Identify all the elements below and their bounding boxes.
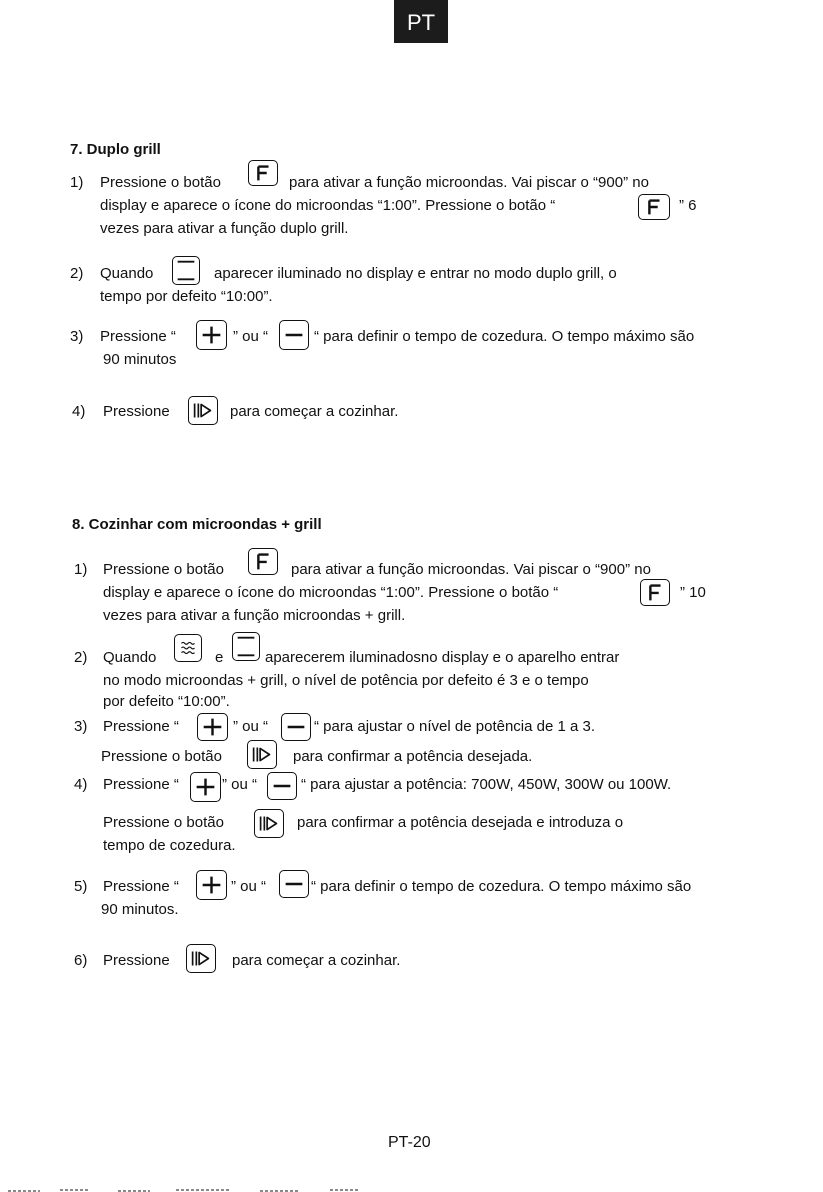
step-text: para ativar a função microondas. Vai piscar o “900” no (291, 561, 651, 578)
step-text: tempo por defeito “10:00”. (100, 288, 273, 305)
step-text: “ para ajustar a potência: 700W, 450W, 300W ou 100W. (301, 776, 672, 793)
step-number: 4) (74, 776, 88, 793)
language-tab: PT (394, 0, 448, 43)
step-text: Pressione o botão (101, 748, 222, 765)
step-text: Pressione “ (103, 878, 179, 895)
plus-icon (190, 772, 221, 802)
function-f-icon (640, 579, 670, 606)
step-text: display e aparece o ícone do microondas “1:00”. Pressione o botão “ (103, 584, 559, 601)
step-number: 3) (74, 718, 88, 735)
step-text: vezes para ativar a função microondas + grill. (103, 607, 406, 624)
step-text: vezes para ativar a função duplo grill. (100, 220, 349, 237)
step-text: para começar a cozinhar. (230, 403, 399, 420)
step-text: para ativar a função microondas. Vai piscar o “900” no (289, 174, 649, 191)
plus-icon (196, 870, 227, 900)
step-text: aparecer iluminado no display e entrar no modo duplo grill, o (214, 265, 617, 282)
step-number: 5) (74, 878, 88, 895)
step-number: 3) (70, 328, 84, 345)
function-f-icon (248, 548, 278, 575)
step-text: tempo de cozedura. (103, 837, 236, 854)
step-text: Pressione “ (103, 718, 179, 735)
start-arrow-icon (247, 740, 277, 769)
page-number: PT-20 (388, 1134, 431, 1151)
section-7-title: 7. Duplo grill (70, 141, 161, 158)
function-f-icon (638, 194, 670, 220)
grill-icon (232, 632, 260, 661)
step-text: ” 10 (680, 584, 706, 601)
step-text: “ para definir o tempo de cozedura. O tempo máximo são (311, 878, 692, 895)
minus-icon (267, 772, 297, 800)
step-text: Quando (103, 649, 157, 666)
step-text: para confirmar a potência desejada e introduza o (297, 814, 624, 831)
step-text: 90 minutos. (101, 901, 179, 918)
function-f-icon (248, 160, 278, 186)
step-text: ” ou “ (231, 878, 267, 895)
step-text: ” ou “ (233, 718, 269, 735)
bottom-edge-marks (0, 1186, 823, 1192)
step-text: aparecerem iluminadosno display e o aparelho entrar (265, 649, 620, 666)
step-text: Pressione “ (103, 776, 179, 793)
step-text: Pressione o botão (103, 561, 224, 578)
step-text: ” ou “ (222, 776, 258, 793)
step-text: e (215, 649, 224, 666)
step-number: 4) (72, 403, 86, 420)
start-arrow-icon (186, 944, 216, 973)
step-number: 2) (74, 649, 88, 666)
step-text: “ para ajustar o nível de potência de 1 a 3. (314, 718, 596, 735)
step-text: display e aparece o ícone do microondas “1:00”. Pressione o botão “ (100, 197, 556, 214)
step-text: 90 minutos (103, 351, 177, 368)
minus-icon (279, 320, 309, 350)
step-number: 2) (70, 265, 84, 282)
step-text: Pressione “ (100, 328, 176, 345)
microwave-waves-icon (174, 634, 202, 662)
step-text: no modo microondas + grill, o nível de potência por defeito é 3 e o tempo (103, 672, 589, 689)
step-text: Quando (100, 265, 154, 282)
step-text: por defeito “10:00”. (103, 693, 230, 710)
step-text: para confirmar a potência desejada. (293, 748, 533, 765)
step-text: Pressione (103, 403, 170, 420)
step-text: ” 6 (679, 197, 697, 214)
plus-icon (196, 320, 227, 350)
minus-icon (279, 870, 309, 898)
step-number: 6) (74, 952, 88, 969)
step-number: 1) (70, 174, 84, 191)
step-text: Pressione (103, 952, 170, 969)
plus-icon (197, 713, 228, 741)
step-text: ” ou “ (233, 328, 269, 345)
step-number: 1) (74, 561, 88, 578)
section-8-title: 8. Cozinhar com microondas + grill (72, 516, 322, 533)
grill-icon (172, 256, 200, 285)
step-text: “ para definir o tempo de cozedura. O tempo máximo são (314, 328, 695, 345)
start-arrow-icon (254, 809, 284, 838)
step-text: Pressione o botão (100, 174, 221, 191)
start-arrow-icon (188, 396, 218, 425)
step-text: Pressione o botão (103, 814, 224, 831)
step-text: para começar a cozinhar. (232, 952, 401, 969)
minus-icon (281, 713, 311, 741)
